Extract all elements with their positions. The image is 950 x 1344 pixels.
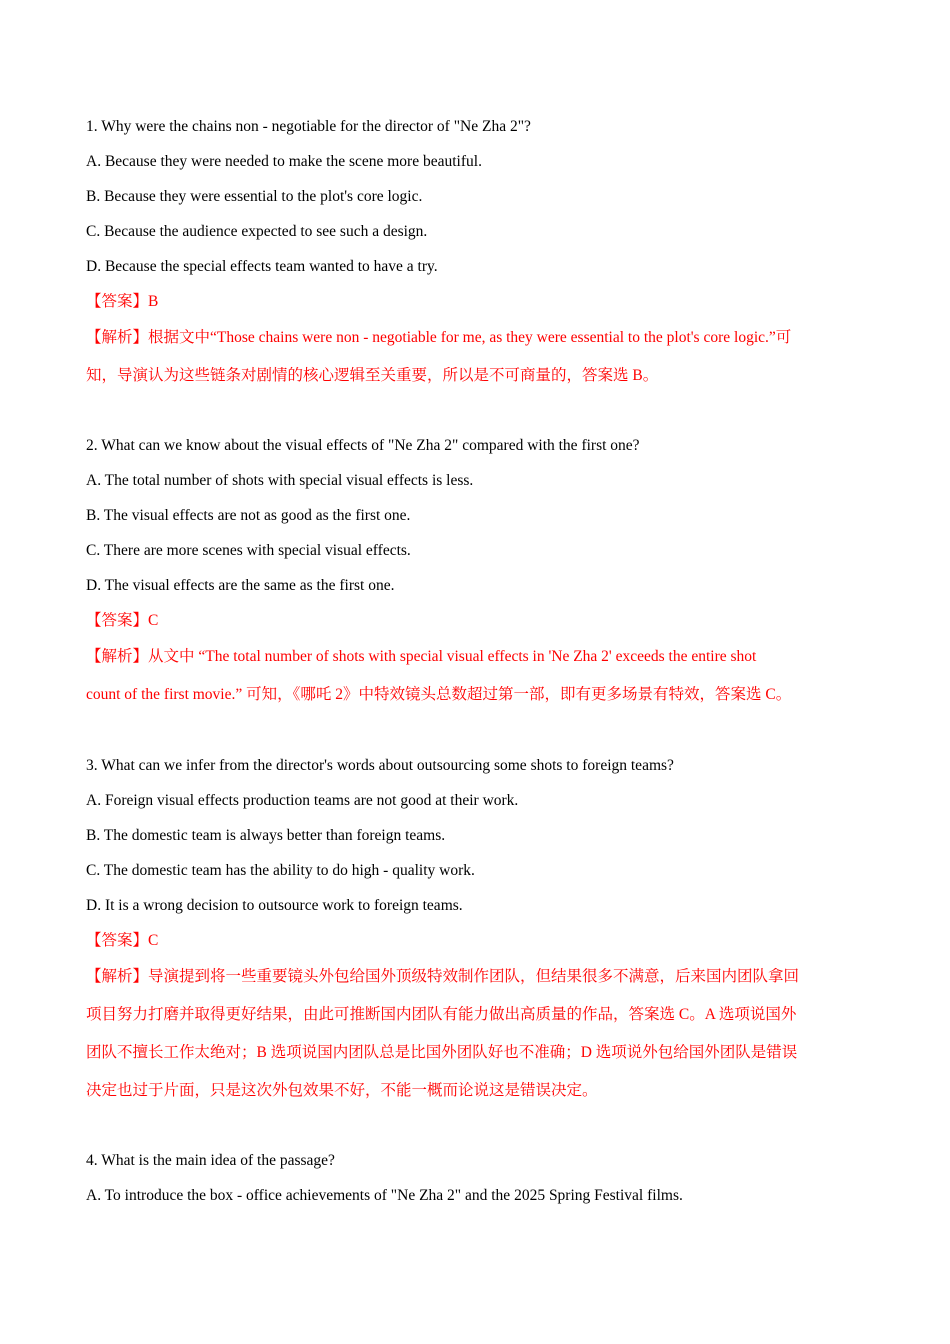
explanation xyxy=(86,638,876,714)
explanation xyxy=(86,319,876,395)
explanation-line: 【解析】导演提到将一些重要镜头外包给国外顶级特效制作团队，但结果很多不满意，后来国内团队拿回 xyxy=(86,968,800,985)
explanation-line: 项目努力打磨并取得更好结果，由此可推断国内团队有能力做出高质量的作品，答案选 C。A 选项说国外 xyxy=(86,1006,797,1023)
question-4 xyxy=(86,1143,876,1213)
option-d: D. The visual effects are the same as the first one. xyxy=(86,577,395,594)
option-a: A. The total number of shots with special visual effects is less. xyxy=(86,472,474,489)
question-stem: 4. What is the main idea of the passage? xyxy=(86,1152,335,1169)
question-stem: 2. What can we know about the visual effects of "Ne Zha 2" compared with the first one? xyxy=(86,437,640,454)
option-d: D. Because the special effects team wanted to have a try. xyxy=(86,258,438,275)
option-c: C. Because the audience expected to see such a design. xyxy=(86,223,428,240)
answer: 【答案】B xyxy=(86,293,159,310)
explanation-line: 团队不擅长工作太绝对；B 选项说国内团队总是比国外团队好也不准确；D 选项说外包给国外团队是错误 xyxy=(86,1044,798,1061)
answer: 【答案】C xyxy=(86,932,159,949)
option-c: C. The domestic team has the ability to do high - quality work. xyxy=(86,862,475,879)
question-2 xyxy=(86,428,876,714)
explanation-line: count of the first movie.” 可知，《哪吒 2》中特效镜头总数超过第一部，即有更多场景有特效，答案选 C。 xyxy=(86,686,792,703)
option-a: A. To introduce the box - office achievements of "Ne Zha 2" and the 2025 Spring Festival films. xyxy=(86,1187,683,1204)
question-stem: 3. What can we infer from the director's words about outsourcing some shots to foreign teams? xyxy=(86,757,674,774)
question-3 xyxy=(86,748,876,1110)
explanation xyxy=(86,958,876,1110)
option-b: B. The domestic team is always better than foreign teams. xyxy=(86,827,446,844)
option-a: A. Because they were needed to make the scene more beautiful. xyxy=(86,153,482,170)
explanation-line: 【解析】从文中 “The total number of shots with special visual effects in 'Ne Zha 2' exceeds the entire shot xyxy=(86,648,757,665)
question-1 xyxy=(86,109,876,395)
answer: 【答案】C xyxy=(86,612,159,629)
question-stem: 1. Why were the chains non - negotiable for the director of "Ne Zha 2"? xyxy=(86,118,531,135)
explanation-line: 决定也过于片面，只是这次外包效果不好，不能一概而论说这是错误决定。 xyxy=(86,1082,598,1099)
option-c: C. There are more scenes with special visual effects. xyxy=(86,542,411,559)
explanation-line: 知，导演认为这些链条对剧情的核心逻辑至关重要，所以是不可商量的，答案选 B。 xyxy=(86,367,659,384)
option-d: D. It is a wrong decision to outsource work to foreign teams. xyxy=(86,897,463,914)
option-a: A. Foreign visual effects production teams are not good at their work. xyxy=(86,792,519,809)
option-b: B. Because they were essential to the plot's core logic. xyxy=(86,188,423,205)
option-b: B. The visual effects are not as good as the first one. xyxy=(86,507,411,524)
explanation-line: 【解析】根据文中“Those chains were non - negotiable for me, as they were essential to the plot's core logic.”可 xyxy=(86,329,792,346)
